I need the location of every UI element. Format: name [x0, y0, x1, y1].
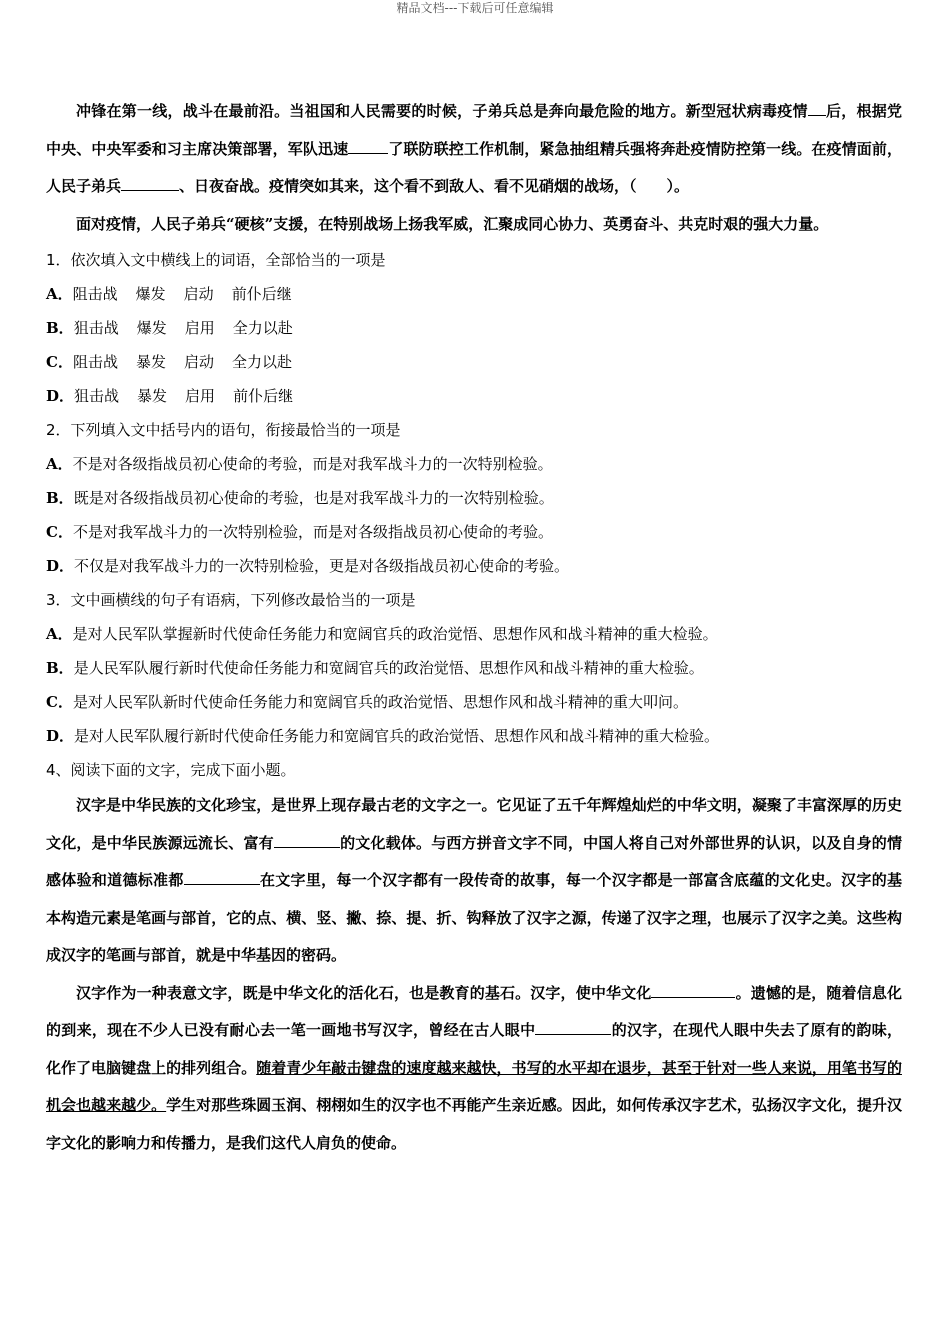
fill-blank: [121, 176, 179, 191]
text-run: 后，根据党中央、中央军委和习主席决策部署，军队迅速: [46, 102, 902, 158]
q1-option-b[interactable]: B．狙击战 爆发 启用 全力以赴: [46, 319, 293, 337]
question-2-stem: 2．下列填入文中括号内的语句，衔接最恰当的一项是: [46, 421, 401, 439]
question-3-stem: 3．文中画横线的句子有语病，下列修改最恰当的一项是: [46, 591, 416, 609]
q3-option-d[interactable]: D．是对人民军队履行新时代使命任务能力和宽阔官兵的政治觉悟、思想作风和战斗精神的重大检验。: [46, 727, 720, 745]
text-run: 冲锋在第一线，战斗在最前沿。当祖国和人民需要的时候，子弟兵总是奔向最危险的地方。新型冠状病毒疫情: [76, 102, 808, 120]
fill-blank: [651, 983, 735, 998]
text-run: 学生对那些珠圆玉润、栩栩如生的汉字也不再能产生亲近感。因此，如何传承汉字艺术，弘扬汉字文化，提升汉字文化的影响力和传播力，是我们这代人肩负的使命。: [46, 1096, 902, 1152]
document-body: [46, 93, 902, 1162]
q2-option-b[interactable]: B．既是对各级指战员初心使命的考验，也是对我军战斗力的一次特别检验。: [46, 489, 554, 507]
text-run: 在文字里，每一个汉字都有一段传奇的故事，每一个汉字都是一部富含底蕴的文化史。汉字的基本构造元素是笔画与部首，它的点、横、竖、撇、捺、提、折、钩释放了汉字之源，传递了汉字之理，也展示了汉字之美。这些构成汉字的笔画与部首，就是中华基因的密码。: [46, 871, 902, 964]
question-4-stem: 4、阅读下面的文字，完成下面小题。: [46, 761, 296, 779]
fill-blank: [535, 1020, 611, 1035]
q3-option-a[interactable]: A．是对人民军队掌握新时代使命任务能力和宽阔官兵的政治觉悟、思想作风和战斗精神的重大检验。: [46, 625, 718, 643]
text-run: 汉字作为一种表意文字，既是中华文化的活化石，也是教育的基石。汉字，使中华文化: [76, 983, 652, 1002]
text-run: 的汉字，在现代人眼中失去了原有的韵味，化作了电脑键盘上的排列组合。: [46, 1021, 902, 1077]
fill-blank: [348, 139, 388, 154]
page-header: 精品文档---下载后可任意编辑: [396, 1, 554, 15]
q3-option-c[interactable]: C．是对人民军队新时代使命任务能力和宽阔官兵的政治觉悟、思想作风和战斗精神的重大叩问。: [46, 693, 688, 711]
q1-option-c[interactable]: C．阻击战 暴发 启动 全力以赴: [46, 353, 293, 371]
q1-option-d[interactable]: D．狙击战 暴发 启用 前仆后继: [46, 387, 294, 405]
q2-option-d[interactable]: D．不仅是对我军战斗力的一次特别检验，更是对各级指战员初心使命的考验。: [46, 557, 570, 575]
q3-option-b[interactable]: B．是人民军队履行新时代使命任务能力和宽阔官兵的政治觉悟、思想作风和战斗精神的重大检验。: [46, 659, 704, 677]
q1-option-a[interactable]: A．阻击战 爆发 启动 前仆后继: [46, 285, 292, 303]
text-run: 了联防联控工作机制，紧急抽组精兵强将奔赴疫情防控第一线。在疫情面前，人民子弟兵: [46, 139, 902, 195]
fill-blank: [184, 870, 260, 885]
passage2-paragraph1: [46, 787, 902, 975]
text-run: 、日夜奋战。疫情突如其来，这个看不到敌人、看不见硝烟的战场，（ ）。: [179, 177, 690, 195]
text-run: 汉字是中华民族的文化珍宝，是世界上现存最古老的文字之一。它见证了五千年辉煌灿烂的中华文明，凝聚了丰富深厚的历史文化，是中华民族源远流长、富有: [46, 796, 902, 852]
question-3-options: [46, 617, 902, 753]
q2-option-a[interactable]: A．不是对各级指战员初心使命的考验，而是对我军战斗力的一次特别检验。: [46, 455, 553, 473]
passage1-paragraph1: [46, 93, 902, 206]
fill-blank: [808, 101, 826, 116]
question-1-stem: 1．依次填入文中横线上的词语，全部恰当的一项是: [46, 251, 386, 269]
passage2-paragraph2: [46, 975, 902, 1163]
underlined-sentence: 随着青少年敲击键盘的速度越来越快，书写的水平却在退步，甚至于针对一些人来说，用笔书写的机会也越来越少。: [46, 1058, 902, 1114]
question-2-options: [46, 447, 902, 583]
q2-option-c[interactable]: C．不是对我军战斗力的一次特别检验，而是对各级指战员初心使命的考验。: [46, 523, 553, 541]
question-1-options: [46, 277, 902, 413]
passage1-paragraph2: 面对疫情，人民子弟兵“硬核”支援，在特别战场上扬我军威，汇聚成同心协力、英勇奋斗、共克时艰的强大力量。: [76, 214, 829, 233]
text-run: 的文化载体。与西方拼音文字不同，中国人将自己对外部世界的认识，以及自身的情感体验和道德标准都: [46, 833, 902, 889]
fill-blank: [274, 833, 340, 848]
text-run: 。遗憾的是，随着信息化的到来，现在不少人已没有耐心去一笔一画地书写汉字，曾经在古人眼中: [46, 983, 902, 1039]
